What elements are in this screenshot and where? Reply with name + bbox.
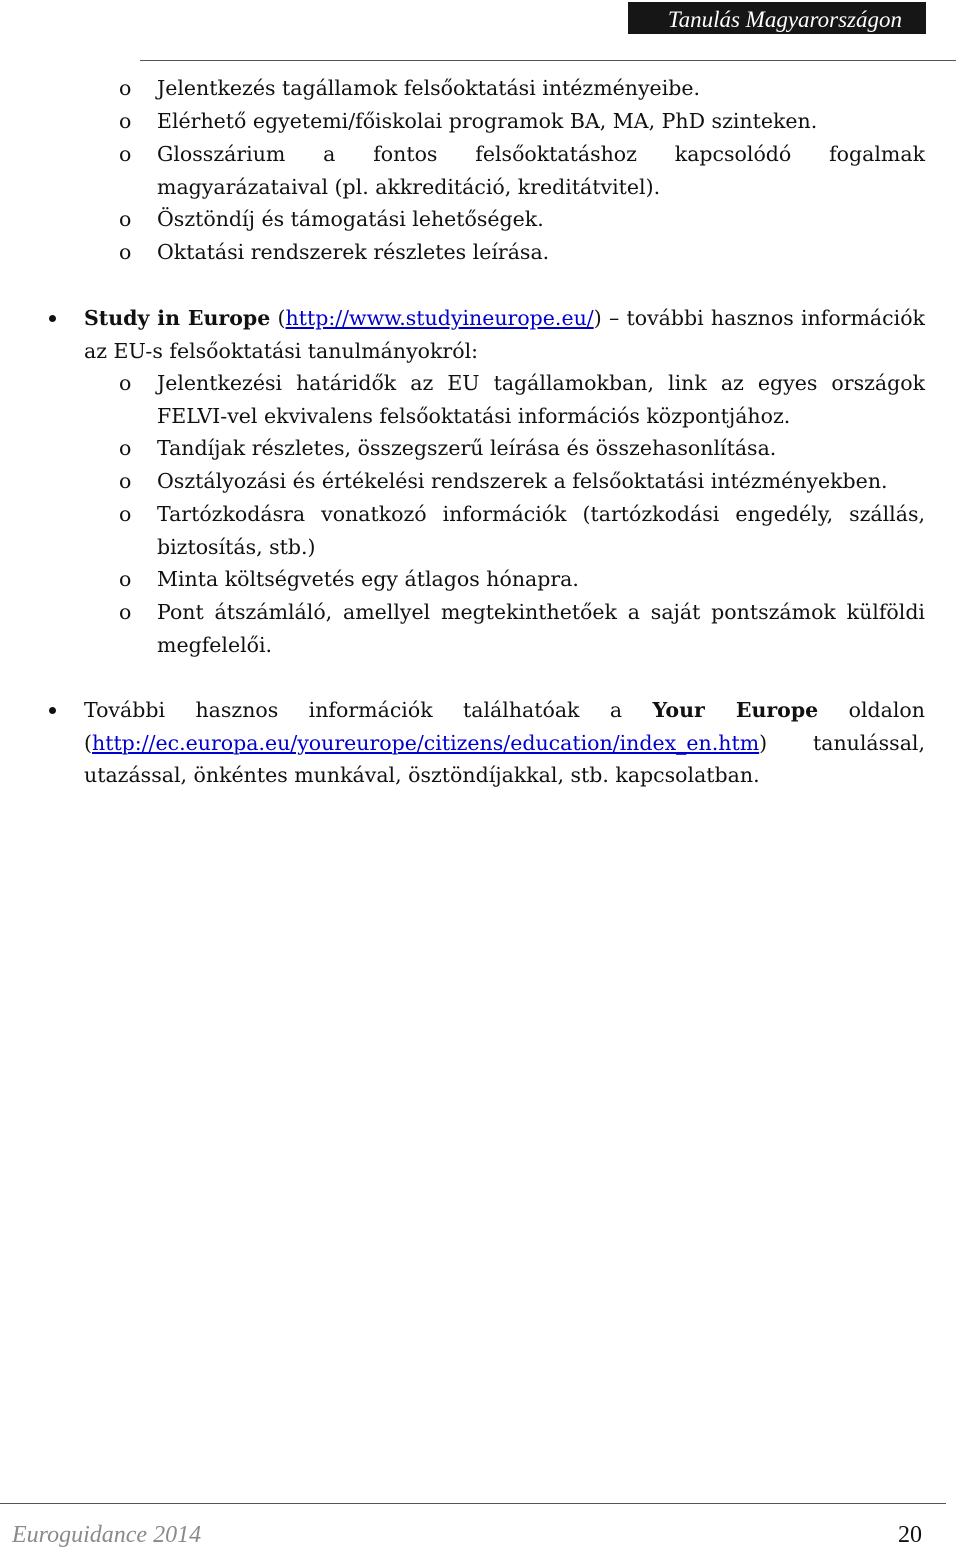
list-item-text: Jelentkezés tagállamok felsőoktatási intézményeibe. — [157, 76, 701, 100]
list-marker: o — [119, 469, 132, 493]
your-europe-name: Your Europe — [652, 698, 819, 722]
list-item — [119, 105, 925, 138]
list-item — [119, 236, 925, 269]
list-item-text: Minta költségvetés egy átlagos hónapra. — [157, 567, 579, 591]
running-header-title: Tanulás Magyarországon — [667, 7, 902, 32]
bullet-dot — [49, 707, 56, 714]
list-item-text: Glosszárium a fontos felsőoktatáshoz kapcsolódó fogalmak magyarázataival (pl. akkreditáció, kreditátvitel). — [157, 142, 925, 199]
bullet-study-in-europe — [84, 302, 925, 367]
your-europe-pre: További hasznos információk találhatóak a — [84, 698, 623, 722]
list-item-text: Tartózkodásra vonatkozó információk (tartózkodási engedély, szállás, biztosítás, stb.) — [157, 502, 925, 559]
your-europe-post: ) tanulással, utazással, önkéntes munkával, ösztöndíjakkal, stb. kapcsolatban. — [84, 730, 925, 787]
paren-close: ) — [593, 306, 602, 330]
list-marker: o — [119, 436, 132, 460]
list-item — [119, 432, 925, 465]
youreurope-link[interactable]: http://ec.europa.eu/youreurope/citizens/education/index_en.htm — [92, 730, 760, 755]
study-in-europe-description: további hasznos információk az EU-s felsőoktatási tanulmányokról: — [84, 306, 925, 363]
studyineurope-link[interactable]: http://www.studyineurope.eu/ — [285, 306, 594, 330]
list-item-text: Pont átszámláló, amellyel megtekinthetőek a saját pontszámok külföldi megfelelői. — [157, 600, 925, 657]
your-europe-mid: oldalon — [848, 698, 925, 722]
paren-open: ( — [84, 730, 92, 755]
study-in-europe-name: Study in Europe — [84, 306, 271, 330]
list-marker: o — [119, 207, 132, 231]
list-item — [119, 596, 925, 661]
list-marker: o — [119, 109, 132, 133]
footer-divider — [0, 1503, 946, 1504]
list-item-text: Ösztöndíj és támogatási lehetőségek. — [157, 207, 544, 231]
header-divider — [140, 60, 956, 61]
list-item-text: Elérhető egyetemi/főiskolai programok BA, MA, PhD szinteken. — [157, 109, 818, 133]
list-item-text: Tandíjak részletes, összegszerű leírása és összehasonlítása. — [157, 436, 777, 460]
list-item — [119, 72, 925, 105]
list-marker: o — [119, 371, 132, 395]
list-marker: o — [119, 567, 132, 591]
running-header — [628, 2, 926, 34]
list-item — [119, 138, 925, 203]
list-marker: o — [119, 142, 132, 166]
list-item-text: Oktatási rendszerek részletes leírása. — [157, 240, 550, 264]
list-item — [119, 498, 925, 563]
list-item — [119, 563, 925, 596]
bullet-dot — [49, 315, 56, 322]
list-marker: o — [119, 600, 132, 624]
list-marker: o — [119, 76, 132, 100]
bullet-your-europe — [84, 694, 925, 792]
list-item — [119, 203, 925, 236]
dash: – — [608, 306, 620, 330]
list-marker: o — [119, 240, 132, 264]
list-marker: o — [119, 502, 132, 526]
list-item — [119, 367, 925, 432]
list-item-text: Jelentkezési határidők az EU tagállamokban, link az egyes országok FELVI-vel ekvivalens felsőoktatási információs központjához. — [157, 371, 925, 428]
footer-label: Euroguidance 2014 — [12, 1522, 202, 1548]
page-number: 20 — [898, 1522, 922, 1548]
list-item — [119, 465, 925, 498]
list-item-text: Osztályozási és értékelési rendszerek a felsőoktatási intézményekben. — [157, 469, 888, 493]
paren-open: ( — [277, 306, 286, 330]
